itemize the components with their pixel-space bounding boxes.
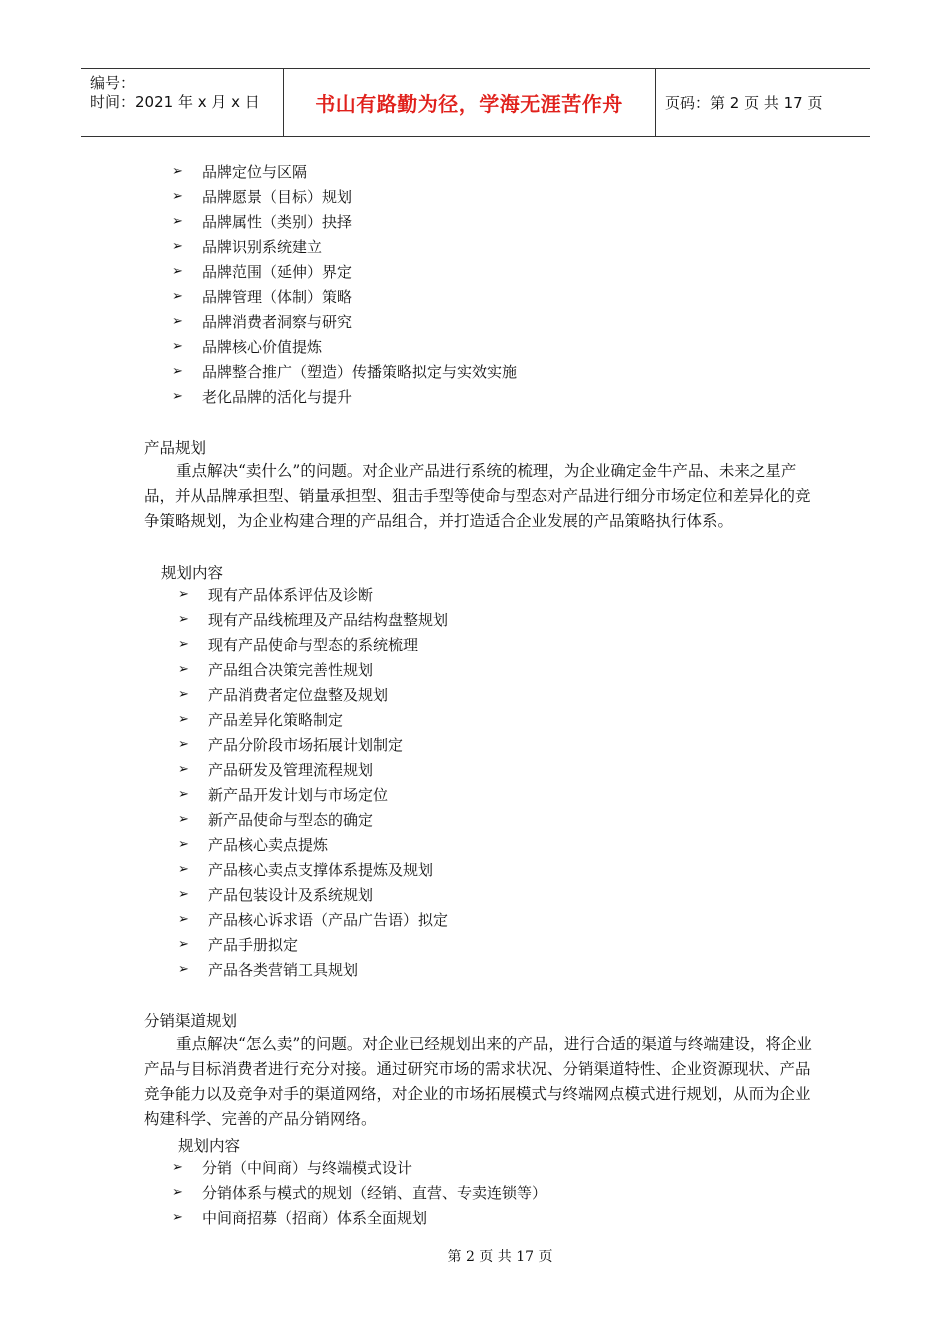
list-item bbox=[178, 632, 418, 656]
arrow-bullet-icon: ➢ bbox=[178, 711, 189, 727]
number-label: 编号： bbox=[90, 74, 136, 92]
list-item bbox=[172, 184, 352, 208]
arrow-bullet-icon: ➢ bbox=[178, 786, 189, 802]
product-paragraph: 重点解决“卖什么”的问题。对企业产品进行系统的梳理，为企业确定金牛产品、未来之星产品，并从品牌承担型、销量承担型、狙击手型等使命与型态对产品进行细分市场定位和差异化的竞争策略规划，为企业构建合理的产品组合，并打造适合企业发展的产品策略执行体系。 bbox=[144, 462, 811, 530]
list-item bbox=[178, 682, 388, 706]
arrow-bullet-icon: ➢ bbox=[178, 961, 189, 977]
product-heading: 产品规划 bbox=[144, 439, 207, 457]
list-item bbox=[178, 907, 448, 931]
list-item-text: 品牌属性（类别）抉择 bbox=[202, 212, 353, 231]
list-item-text: 品牌定位与区隔 bbox=[202, 162, 308, 181]
list-item-text: 产品手册拟定 bbox=[208, 935, 299, 954]
list-item-text: 新产品使命与型态的确定 bbox=[208, 810, 374, 829]
header-motto-cell bbox=[283, 69, 656, 136]
list-item bbox=[172, 259, 352, 283]
list-item bbox=[178, 707, 343, 731]
list-item bbox=[172, 309, 352, 333]
arrow-bullet-icon: ➢ bbox=[172, 313, 183, 329]
list-item bbox=[172, 209, 352, 233]
list-item-text: 品牌消费者洞察与研究 bbox=[202, 312, 353, 331]
arrow-bullet-icon: ➢ bbox=[178, 636, 189, 652]
arrow-bullet-icon: ➢ bbox=[178, 761, 189, 777]
arrow-bullet-icon: ➢ bbox=[178, 811, 189, 827]
list-item-text: 产品核心卖点支撑体系提炼及规划 bbox=[208, 860, 434, 879]
list-item bbox=[178, 832, 328, 856]
list-item-text: 品牌管理（体制）策略 bbox=[202, 287, 353, 306]
arrow-bullet-icon: ➢ bbox=[172, 338, 183, 354]
arrow-bullet-icon: ➢ bbox=[178, 861, 189, 877]
list-item bbox=[172, 1205, 427, 1229]
list-item-text: 产品核心卖点提炼 bbox=[208, 835, 329, 854]
channel-sub-heading: 规划内容 bbox=[178, 1137, 241, 1155]
list-item bbox=[178, 582, 373, 606]
page-header bbox=[81, 68, 870, 137]
list-item-text: 现有产品使命与型态的系统梳理 bbox=[208, 635, 419, 654]
list-item-text: 产品差异化策略制定 bbox=[208, 710, 344, 729]
arrow-bullet-icon: ➢ bbox=[172, 388, 183, 404]
arrow-bullet-icon: ➢ bbox=[172, 213, 183, 229]
product-sub-heading: 规划内容 bbox=[161, 564, 224, 582]
list-item bbox=[178, 882, 373, 906]
list-item bbox=[172, 234, 322, 258]
list-item bbox=[172, 1180, 547, 1204]
list-item-text: 品牌核心价值提炼 bbox=[202, 337, 323, 356]
list-item-text: 品牌愿景（目标）规划 bbox=[202, 187, 353, 206]
list-item-text: 分销（中间商）与终端模式设计 bbox=[202, 1158, 413, 1177]
list-item-text: 中间商招募（招商）体系全面规划 bbox=[202, 1208, 428, 1227]
list-item-text: 产品分阶段市场拓展计划制定 bbox=[208, 735, 404, 754]
arrow-bullet-icon: ➢ bbox=[172, 163, 183, 179]
list-item bbox=[178, 782, 388, 806]
list-item bbox=[172, 334, 322, 358]
arrow-bullet-icon: ➢ bbox=[172, 188, 183, 204]
list-item-text: 产品各类营销工具规划 bbox=[208, 960, 359, 979]
arrow-bullet-icon: ➢ bbox=[172, 1209, 183, 1225]
list-item bbox=[172, 159, 307, 183]
list-item bbox=[178, 957, 358, 981]
list-item bbox=[172, 384, 352, 408]
list-item bbox=[178, 857, 433, 881]
header-meta-cell bbox=[81, 69, 284, 136]
list-item bbox=[178, 807, 373, 831]
list-item-text: 分销体系与模式的规划（经销、直营、专卖连锁等） bbox=[202, 1183, 548, 1202]
arrow-bullet-icon: ➢ bbox=[178, 836, 189, 852]
channel-paragraph: 重点解决“怎么卖”的问题。对企业已经规划出来的产品，进行合适的渠道与终端建设，将企业产品与目标消费者进行充分对接。通过研究市场的需求状况、分销渠道特性、企业资源现状、产品竞争能力以及竞争对手的渠道网络，对企业的市场拓展模式与终端网点模式进行规划，从而为企业构建科学、完善的产品分销网络。 bbox=[144, 1035, 812, 1128]
arrow-bullet-icon: ➢ bbox=[178, 886, 189, 902]
list-item bbox=[178, 732, 403, 756]
arrow-bullet-icon: ➢ bbox=[178, 736, 189, 752]
arrow-bullet-icon: ➢ bbox=[178, 611, 189, 627]
arrow-bullet-icon: ➢ bbox=[172, 288, 183, 304]
channel-heading: 分销渠道规划 bbox=[144, 1012, 238, 1030]
time-label: 时间：2021 年 x 月 x 日 bbox=[90, 93, 260, 111]
arrow-bullet-icon: ➢ bbox=[172, 363, 183, 379]
arrow-bullet-icon: ➢ bbox=[178, 686, 189, 702]
page-footer: 第 2 页 共 17 页 bbox=[447, 1249, 553, 1265]
list-item bbox=[172, 284, 352, 308]
list-item-text: 老化品牌的活化与提升 bbox=[202, 387, 353, 406]
list-item-text: 产品包装设计及系统规划 bbox=[208, 885, 374, 904]
list-item-text: 现有产品线梳理及产品结构盘整规划 bbox=[208, 610, 449, 629]
arrow-bullet-icon: ➢ bbox=[172, 238, 183, 254]
list-item bbox=[178, 932, 298, 956]
page-info: 页码：第 2 页 共 17 页 bbox=[665, 94, 823, 112]
list-item bbox=[172, 1155, 412, 1179]
list-item bbox=[178, 657, 373, 681]
list-item-text: 新产品开发计划与市场定位 bbox=[208, 785, 389, 804]
list-item bbox=[172, 359, 517, 383]
arrow-bullet-icon: ➢ bbox=[178, 661, 189, 677]
list-item-text: 品牌范围（延伸）界定 bbox=[202, 262, 353, 281]
arrow-bullet-icon: ➢ bbox=[172, 1184, 183, 1200]
list-item-text: 产品研发及管理流程规划 bbox=[208, 760, 374, 779]
arrow-bullet-icon: ➢ bbox=[178, 911, 189, 927]
arrow-bullet-icon: ➢ bbox=[172, 1159, 183, 1175]
list-item-text: 产品消费者定位盘整及规划 bbox=[208, 685, 389, 704]
arrow-bullet-icon: ➢ bbox=[172, 263, 183, 279]
list-item-text: 产品核心诉求语（产品广告语）拟定 bbox=[208, 910, 449, 929]
list-item bbox=[178, 607, 448, 631]
list-item-text: 品牌识别系统建立 bbox=[202, 237, 323, 256]
list-item-text: 现有产品体系评估及诊断 bbox=[208, 585, 374, 604]
list-item bbox=[178, 757, 373, 781]
list-item-text: 产品组合决策完善性规划 bbox=[208, 660, 374, 679]
motto: 书山有路勤为径，学海无涯苦作舟 bbox=[315, 92, 623, 116]
list-item-text: 品牌整合推广（塑造）传播策略拟定与实效实施 bbox=[202, 362, 518, 381]
arrow-bullet-icon: ➢ bbox=[178, 586, 189, 602]
header-page-cell bbox=[655, 69, 870, 136]
arrow-bullet-icon: ➢ bbox=[178, 936, 189, 952]
